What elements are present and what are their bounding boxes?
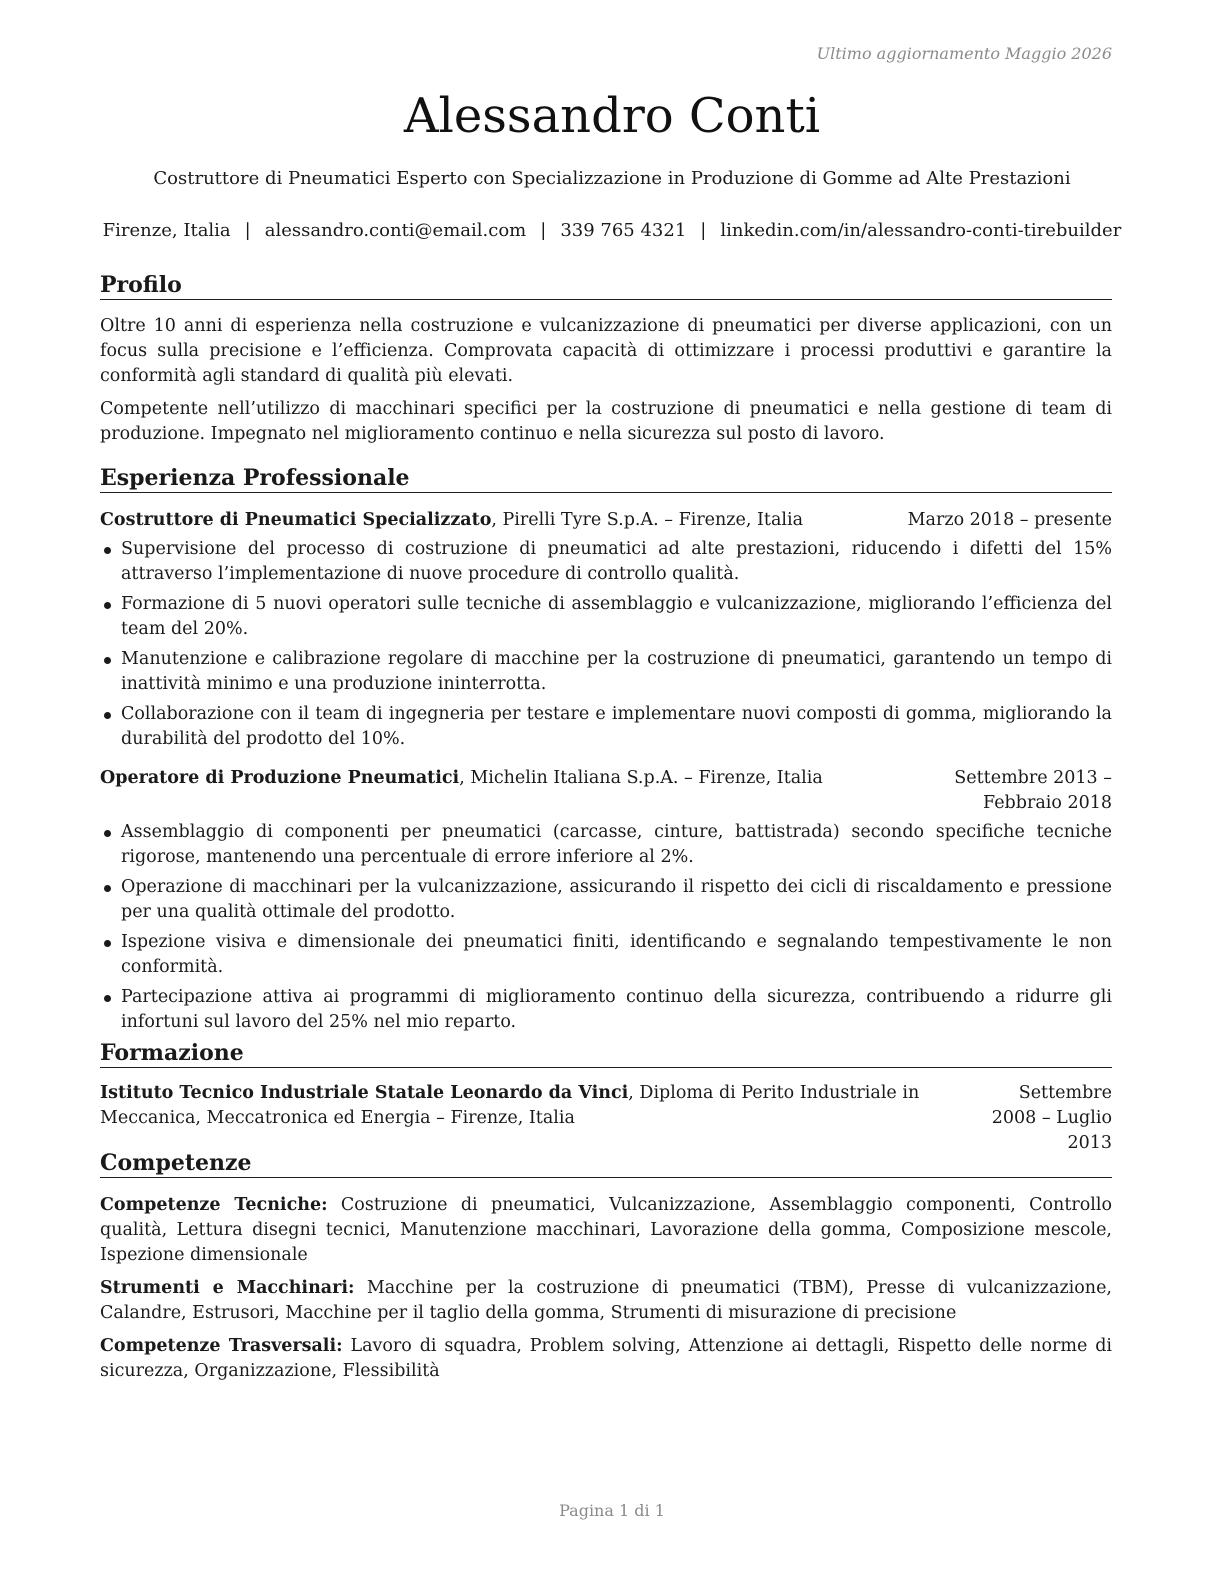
candidate-name: Alessandro Conti (403, 88, 821, 144)
skill-group-label: Competenze Trasversali: (100, 1336, 343, 1356)
experience-section (100, 465, 1112, 1040)
profile-paragraph: Competente nell’utilizzo di macchinari specifici per la costruzione di pneumatici e nella gestione di team di produzione. Impegnato nel miglioramento continuo e nella sicurezza sul posto di lavoro. (100, 399, 1112, 444)
profile-section (100, 272, 1112, 447)
education-section (100, 1040, 1112, 1156)
last-updated-note: Ultimo aggiornamento Maggio 2026 (816, 44, 1112, 63)
skill-group (100, 1193, 1112, 1268)
contact-email[interactable]: alessandro.conti@email.com (264, 220, 527, 241)
job-bullet-list (100, 820, 1112, 1035)
job-bullet: Manutenzione e calibrazione regolare di macchine per la costruzione di pneumatici, garantendo un tempo di inattività minimo e una produzione ininterrotta. (100, 647, 1112, 697)
skill-group-text: Lavoro di squadra, Problem solving, Attenzione ai dettagli, Rispetto delle norme di sicurezza, Organizzazione, Flessibilità (100, 1336, 1112, 1381)
job-company: , Michelin Italiana S.p.A. – Firenze, Italia (459, 768, 823, 788)
job-header (100, 766, 1112, 816)
job-bullet: Partecipazione attiva ai programmi di miglioramento continuo della sicurezza, contribuendo a ridurre gli infortuni sul lavoro del 25% nel mio reparto. (100, 985, 1112, 1035)
job-company: , Pirelli Tyre S.p.A. – Firenze, Italia (491, 510, 804, 530)
profile-paragraph: Oltre 10 anni di esperienza nella costruzione e vulcanizzazione di pneumatici per diverse applicazioni, con un focus sulla precisione e l’efficienza. Comprovata capacità di ottimizzare i processi produttivi e garantire la conformità agli standard di qualità più elevati. (100, 316, 1112, 386)
contact-phone[interactable]: 339 765 4321 (560, 220, 687, 241)
education-entry (100, 1081, 1112, 1156)
skill-group-text: Macchine per la costruzione di pneumatici (TBM), Presse di vulcanizzazione, Calandre, Estrusori, Macchine per il taglio della gomma, Strumenti di misurazione di precisione (100, 1278, 1112, 1323)
section-title-education: Formazione (100, 1040, 1112, 1068)
skills-section (100, 1150, 1112, 1392)
contact-separator: | (540, 220, 547, 241)
education-degree: , Diploma di Perito Industriale in Meccanica, Meccatronica ed Energia – Firenze, Italia (100, 1083, 920, 1128)
job-bullet: Supervisione del processo di costruzione di pneumatici ad alte prestazioni, riducendo i difetti del 15% attraverso l’implementazione di nuove procedure di controllo qualità. (100, 537, 1112, 587)
page-number: Pagina 1 di 1 (559, 1501, 665, 1520)
section-title-profile: Profilo (100, 272, 1112, 300)
contact-line (0, 220, 1224, 242)
contact-separator: | (244, 220, 251, 241)
job-dates: Marzo 2018 – presente (907, 510, 1112, 530)
job-role: Costruttore di Pneumatici Specializzato (100, 510, 492, 530)
job-dates: Settembre 2013 – Febbraio 2018 (954, 768, 1112, 813)
skill-group-label: Strumenti e Macchinari: (100, 1278, 355, 1298)
contact-separator: | (700, 220, 707, 241)
skill-group-label: Competenze Tecniche: (100, 1195, 328, 1215)
education-dates: Settembre 2008 – Luglio 2013 (991, 1083, 1112, 1153)
job-bullet: Ispezione visiva e dimensionale dei pneumatici finiti, identificando e segnalando tempestivamente le non conformità. (100, 930, 1112, 980)
job-bullet: Operazione di macchinari per la vulcanizzazione, assicurando il rispetto dei cicli di riscaldamento e pressione per una qualità ottimale del prodotto. (100, 875, 1112, 925)
job-header (100, 508, 1112, 533)
skill-group (100, 1276, 1112, 1326)
job-bullet: Assemblaggio di componenti per pneumatici (carcasse, cinture, battistrada) secondo specifiche tecniche rigorose, mantenendo una percentuale di errore inferiore al 2%. (100, 820, 1112, 870)
contact-location: Firenze, Italia (102, 220, 231, 241)
job-role: Operatore di Produzione Pneumatici (100, 768, 460, 788)
section-title-experience: Esperienza Professionale (100, 465, 1112, 493)
education-school: Istituto Tecnico Industriale Statale Leonardo da Vinci (100, 1083, 629, 1103)
job-bullet: Formazione di 5 nuovi operatori sulle tecniche di assemblaggio e vulcanizzazione, migliorando l’efficienza del team del 20%. (100, 592, 1112, 642)
job-bullet-list (100, 537, 1112, 752)
contact-linkedin[interactable]: linkedin.com/in/alessandro-conti-tirebuilder (720, 220, 1122, 241)
job-entry (100, 766, 1112, 1035)
skill-group-text: Costruzione di pneumatici, Vulcanizzazione, Assemblaggio componenti, Controllo qualità, Lettura disegni tecnici, Manutenzione macchinari, Lavorazione della gomma, Composizione mescole, Ispezione dimensionale (100, 1195, 1112, 1265)
job-entry (100, 508, 1112, 752)
skill-group (100, 1334, 1112, 1384)
candidate-headline: Costruttore di Pneumatici Esperto con Specializzazione in Produzione di Gomme ad Alte Prestazioni (153, 168, 1071, 189)
section-title-skills: Competenze (100, 1150, 1112, 1178)
job-bullet: Collaborazione con il team di ingegneria per testare e implementare nuovi composti di gomma, migliorando la durabilità del prodotto del 10%. (100, 702, 1112, 752)
